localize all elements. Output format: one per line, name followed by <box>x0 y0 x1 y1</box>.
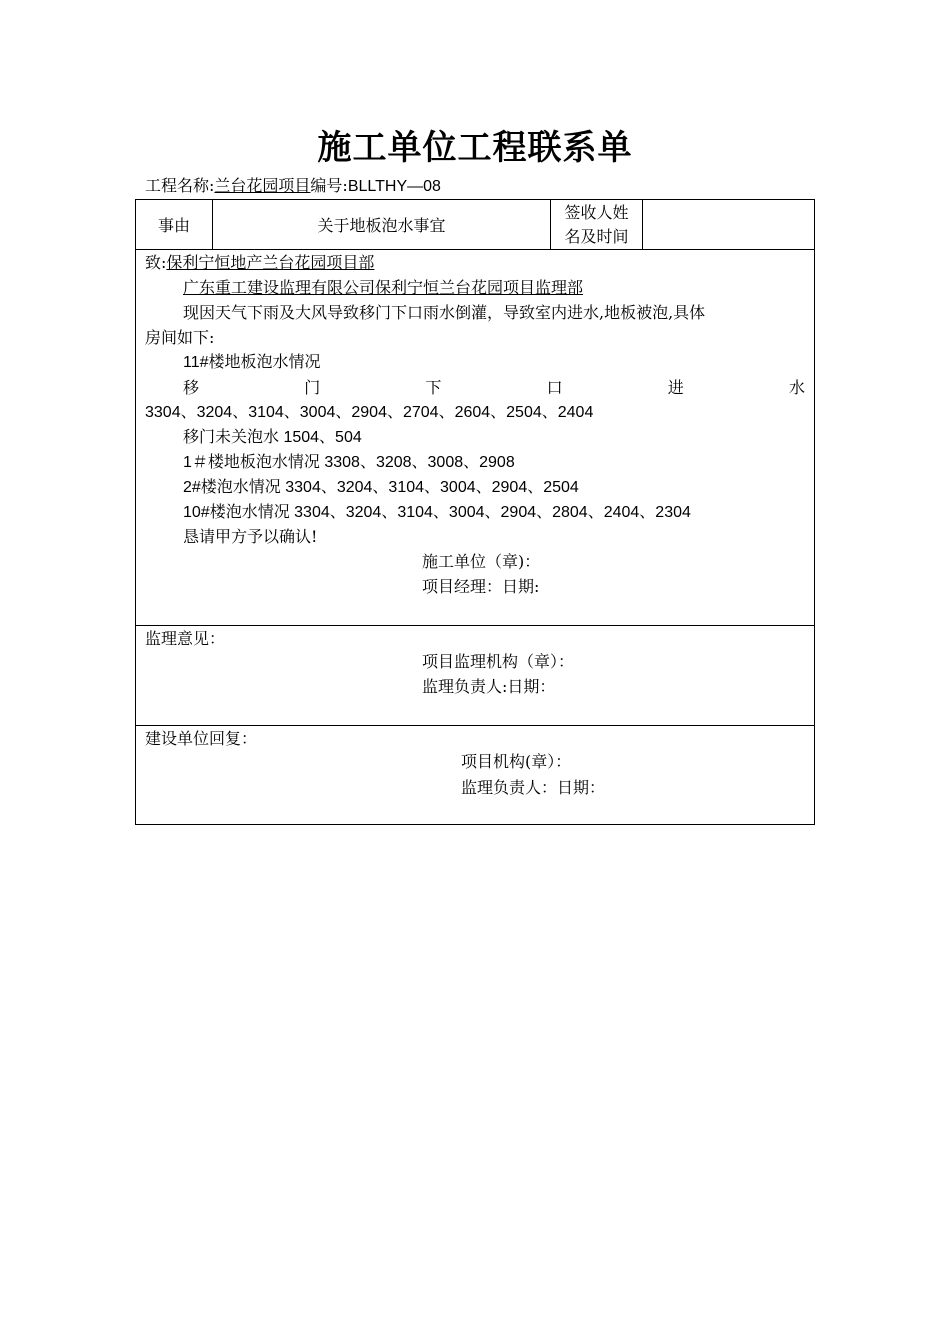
signer-label-cell <box>551 200 643 249</box>
building-10-rooms: 10#楼泡水情况 3304、3204、3104、3004、2904、2804、2404、2304 <box>183 504 691 521</box>
subject-row <box>136 200 814 250</box>
supervision-lead-date: 监理负责人:日期： <box>422 677 556 696</box>
confirmation-request: 恳请甲方予以确认! <box>183 527 318 546</box>
project-meta-line <box>145 174 441 199</box>
project-manager-date: 项目经理：日期: <box>422 577 540 596</box>
building-11-title: 11#楼地板泡水情况 <box>183 354 321 371</box>
sliding-door-heading <box>183 375 805 400</box>
subject-value: 关于地板泡水事宜 <box>317 216 446 235</box>
subject-label-cell <box>136 200 213 249</box>
signer-label-line2: 名及时间 <box>564 226 629 246</box>
supervision-org-seal: 项目监理机构（章）： <box>422 652 575 671</box>
contractor-seal: 施工单位（章)： <box>422 552 541 571</box>
sliding-door-rooms: 3304、3204、3104、3004、2904、2704、2604、2504、2404 <box>145 404 594 421</box>
to-recipient: 保利宁恒地产兰台花园项目部 <box>166 253 375 272</box>
unclosed-door-rooms: 移门未关泡水 1504、504 <box>183 429 362 446</box>
document-title: 施工单位工程联系单 <box>317 128 633 168</box>
to-label: 致: <box>145 253 167 272</box>
sliding-door-char: 移 <box>183 378 200 397</box>
to-line <box>145 250 374 275</box>
sliding-door-char: 门 <box>304 378 321 397</box>
project-name-label: 工程名称: <box>145 176 215 195</box>
sliding-door-char: 口 <box>546 378 563 397</box>
number-label: 编号: <box>310 176 348 195</box>
owner-org-seal: 项目机构(章）： <box>461 752 572 771</box>
subject-value-cell <box>213 200 551 249</box>
subject-label: 事由 <box>157 216 190 235</box>
number-value: BLLTHY—08 <box>347 178 441 195</box>
supervision-opinion-label: 监理意见： <box>145 629 226 648</box>
owner-lead-date: 监理负责人：日期： <box>461 778 606 797</box>
sliding-door-char: 下 <box>425 378 442 397</box>
building-1-rooms: 1＃楼地板泡水情况 3308、3208、3008、2908 <box>183 454 515 471</box>
reason-line-1: 现因天气下雨及大风导致移门下口雨水倒灌，导致室内进水,地板被泡,具体 <box>183 303 706 322</box>
sliding-door-char: 水 <box>788 378 805 397</box>
signer-label-line1: 签收人姓 <box>564 202 629 222</box>
reason-line-2: 房间如下: <box>145 328 215 347</box>
owner-reply-label: 建设单位回复： <box>145 729 258 748</box>
sliding-door-char: 进 <box>667 378 684 397</box>
signer-value-cell <box>643 200 814 249</box>
building-2-rooms: 2#楼泡水情况 3304、3204、3104、3004、2904、2504 <box>183 479 579 496</box>
project-name-value: 兰台花园项目 <box>214 176 311 195</box>
cc-recipient: 广东重工建设监理有限公司保利宁恒兰台花园项目监理部 <box>183 278 584 297</box>
